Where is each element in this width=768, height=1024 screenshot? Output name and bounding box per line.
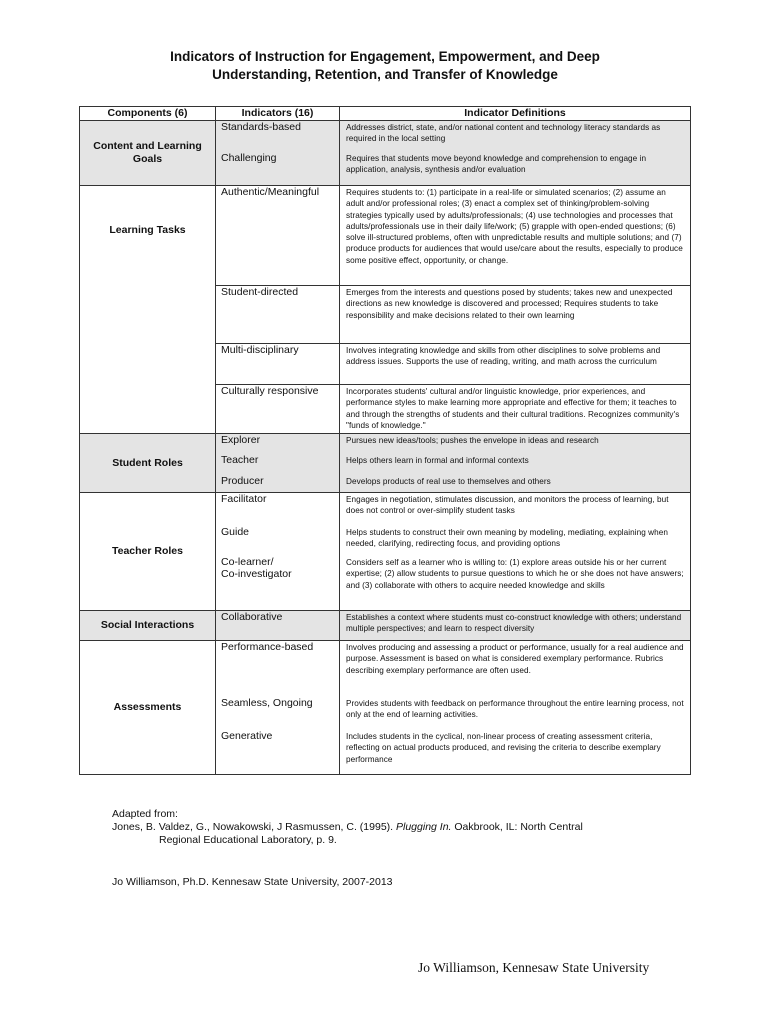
definition-item: Pursues new ideas/tools; pushes the envelope in ideas and research bbox=[346, 436, 599, 445]
indicator-item: Guide bbox=[221, 526, 250, 538]
credit-line: Jo Williamson, Ph.D. Kennesaw State University, 2007-2013 bbox=[112, 876, 393, 888]
indicator-cell bbox=[216, 186, 340, 434]
indicator-item: Collaborative bbox=[221, 611, 283, 623]
definition-item: Helps others learn in formal and informal contexts bbox=[346, 456, 529, 465]
component-cell: Teacher Roles bbox=[80, 493, 216, 611]
indicator-item: Performance-based bbox=[221, 641, 314, 653]
indicator-item: Authentic/Meaningful bbox=[216, 186, 339, 286]
definition-cell bbox=[340, 611, 691, 641]
definition-item: Provides students with feedback on performance throughout the entire learning process, not only at the end of learning activities. bbox=[346, 699, 684, 720]
indicator-item: Student-directed bbox=[216, 286, 339, 344]
indicator-item: Seamless, Ongoing bbox=[221, 697, 313, 709]
definition-cell bbox=[340, 641, 691, 775]
definition-cell bbox=[340, 493, 691, 611]
citation-line-2: Regional Educational Laboratory, p. 9. bbox=[159, 834, 337, 846]
indicator-item: Culturally responsive bbox=[221, 385, 319, 397]
definition-cell bbox=[340, 121, 691, 186]
indicator-item: Teacher bbox=[221, 454, 259, 466]
title-line-1: Indicators of Instruction for Engagement, Empowerment, and Deep bbox=[170, 49, 600, 64]
footer-signature: Jo Williamson, Kennesaw State University bbox=[418, 960, 650, 975]
indicator-item: Co-learner/ Co-investigator bbox=[221, 556, 292, 580]
citation-block bbox=[112, 808, 583, 847]
header-definitions: Indicator Definitions bbox=[340, 107, 691, 121]
indicator-cell bbox=[216, 121, 340, 186]
table-row bbox=[80, 121, 691, 186]
header-indicators: Indicators (16) bbox=[216, 107, 340, 121]
definition-item: Engages in negotiation, stimulates discussion, and monitors the process of learning, but does not control or over-simplify student tasks bbox=[346, 495, 669, 516]
citation-authors: Jones, B. Valdez, G., Nowakowski, J Rasmussen, C. (1995). bbox=[112, 821, 396, 833]
component-cell: Social Interactions bbox=[80, 611, 216, 641]
header-components: Components (6) bbox=[80, 107, 216, 121]
table-row bbox=[80, 434, 691, 493]
definition-item: Involves integrating knowledge and skills from other disciplines to solve problems and address issues. Supports the use of reading, writing, and math across the curriculum bbox=[340, 344, 690, 385]
table-row bbox=[80, 493, 691, 611]
citation-line-1 bbox=[112, 821, 583, 834]
table-row bbox=[80, 641, 691, 775]
definition-item: Helps students to construct their own meaning by modeling, mediating, explaining when needed, clarifying, redirecting focus, and providing options bbox=[346, 528, 668, 549]
indicator-cell bbox=[216, 434, 340, 493]
definition-cell bbox=[340, 186, 691, 434]
indicator-cell bbox=[216, 611, 340, 641]
definition-item: Develops products of real use to themselves and others bbox=[346, 477, 551, 486]
definition-item: Addresses district, state, and/or national content and technology literacy standards as required in the local setting bbox=[346, 123, 661, 144]
component-cell: Assessments bbox=[80, 641, 216, 775]
component-cell: Content and Learning Goals bbox=[80, 121, 216, 186]
definition-item: Incorporates students' cultural and/or linguistic knowledge, prior experiences, and performance styles to make learning more appropriate and effective for them; it teaches to and through the strengths of students and their cultural traditions. Recognizes community's "funds of knowledge." bbox=[346, 387, 680, 430]
table-row bbox=[80, 611, 691, 641]
indicator-cell bbox=[216, 641, 340, 775]
definition-item: Requires that students move beyond knowledge and comprehension to engage in application, analysis, synthesis and/or evaluation bbox=[346, 154, 647, 175]
adapted-label: Adapted from: bbox=[112, 808, 178, 820]
indicator-item: Standards-based bbox=[221, 121, 301, 133]
component-cell: Student Roles bbox=[80, 434, 216, 493]
indicators-table bbox=[79, 106, 691, 775]
indicator-item: Generative bbox=[221, 730, 273, 742]
definition-cell bbox=[340, 434, 691, 493]
indicator-item: Challenging bbox=[221, 152, 277, 164]
citation-title: Plugging In. bbox=[396, 821, 452, 833]
indicator-cell bbox=[216, 493, 340, 611]
definition-item: Requires students to: (1) participate in a real-life or simulated scenarios; (2) assume an adult and/or professional roles; (3) enact a complex set of thinking/problem-solving strategies typically used by adults/professionals; (4) use technologies and processes that adults/professionals use in their daily life/work; (5) grapple with open-ended questions; (6) solve ill-structured problems, often with unpredictable results and multiple solutions; and (7) produce products for audiences that would use/care about the results, especially to produce some positive effect, opportunity, or change. bbox=[340, 186, 690, 286]
citation-publisher: Oakbrook, IL: North Central bbox=[451, 821, 583, 833]
table-row bbox=[80, 186, 691, 434]
indicator-item: Explorer bbox=[221, 434, 261, 446]
definition-item: Establishes a context where students must co-construct knowledge with others; understand multiple perspectives; and learn to respect diversity bbox=[346, 613, 682, 634]
definition-item: Involves producing and assessing a product or performance, usually for a real audience and purpose. Assessment is based on what is considered exemplary performance. Rubrics describing exemplary performance are often used. bbox=[346, 643, 684, 675]
indicator-item: Multi-disciplinary bbox=[216, 344, 339, 385]
definition-item: Considers self as a learner who is willing to: (1) explore areas outside his or her current expertise; (2) allow students to pursue questions to which he or she does not have answers; and (3) collaborate with others to acquire needed knowledge and skills bbox=[346, 558, 684, 590]
indicator-item: Producer bbox=[221, 475, 264, 487]
indicator-item: Facilitator bbox=[221, 493, 267, 505]
document-title bbox=[80, 48, 690, 84]
component-cell: Learning Tasks bbox=[80, 186, 216, 434]
title-line-2: Understanding, Retention, and Transfer of Knowledge bbox=[212, 67, 558, 82]
definition-item: Includes students in the cyclical, non-linear process of creating assessment criteria, reflecting on actual products produced, and revising the criteria to describe exemplary performance bbox=[346, 732, 661, 764]
definition-item: Emerges from the interests and questions posed by students; takes new and unexpected directions as new knowledge is discovered and processed; Requires students to take responsibility and make decisions related to their own learning bbox=[340, 286, 690, 344]
